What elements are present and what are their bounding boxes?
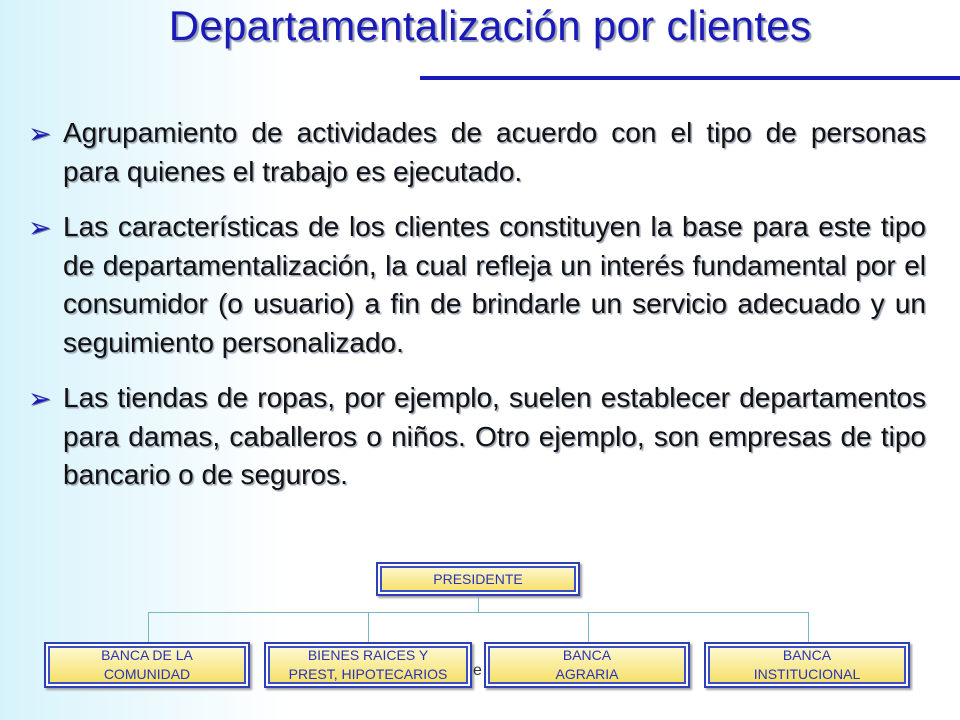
connector-drop (148, 612, 149, 642)
org-box-president (376, 562, 580, 596)
org-box-label: BANCA (782, 647, 832, 663)
connector-vertical-top (478, 596, 479, 612)
bullet-item (28, 379, 926, 495)
org-box-label: INSTITUCIONAL (753, 666, 861, 682)
org-box-label: PRESIDENTE (433, 570, 523, 587)
stray-character: e (473, 662, 482, 679)
bullet-text: Agrupamiento de actividades de acuerdo con el tipo de personas para quienes el trabajo es ejecutado. (63, 117, 926, 187)
org-box-label: BANCA DE LA (101, 647, 193, 663)
org-box-label: BIENES RAICES Y (307, 647, 429, 663)
org-box-child (44, 642, 250, 688)
bullet-text: Las características de los clientes constituyen la base para este tipo de departamentalización, la cual refleja un interés fundamental por el consumidor (o usuario) a fin de brindarle un servicio adecuado y un seguimiento personalizado. (63, 211, 926, 358)
org-box-label: BANCA (562, 647, 612, 663)
arrow-bullet-icon: ➢ (28, 118, 52, 149)
arrow-bullet-icon: ➢ (28, 212, 52, 243)
org-box-label: PREST, HIPOTECARIOS (288, 666, 448, 682)
bullet-text: Las tiendas de ropas, por ejemplo, suelen establecer departamentos para damas, caballeros o niños. Otro ejemplo, son empresas de tipo bancario o de seguros. (63, 382, 926, 490)
title-underline (420, 76, 960, 80)
slide-title: Departamentalización por clientes (168, 2, 812, 49)
org-box-child (264, 642, 472, 688)
org-box-child (484, 642, 690, 688)
connector-horizontal (148, 612, 808, 613)
connector-drop (808, 612, 809, 642)
connector-drop (368, 612, 369, 642)
arrow-bullet-icon: ➢ (28, 383, 52, 414)
bullet-item (28, 208, 926, 362)
org-box-label: COMUNIDAD (103, 666, 191, 682)
bullet-list (28, 114, 926, 512)
org-box-label: AGRARIA (555, 666, 619, 682)
connector-drop (588, 612, 589, 642)
org-box-child (704, 642, 910, 688)
bullet-item (28, 114, 926, 191)
